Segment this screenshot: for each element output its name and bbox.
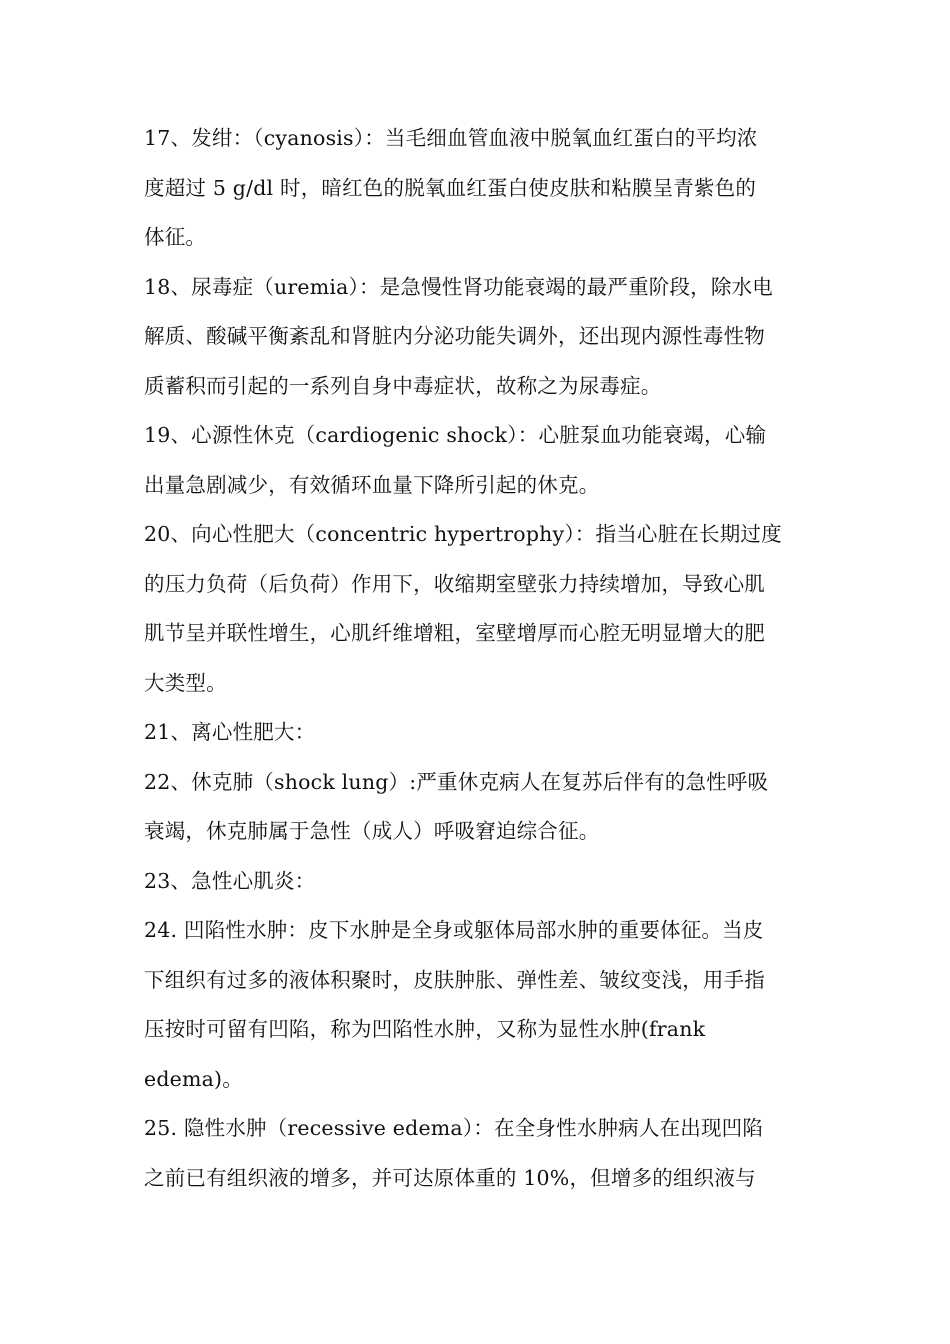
text-line: 21、离心性肥大： <box>144 720 316 744</box>
text-line: 23、急性心肌炎： <box>144 868 316 893</box>
text-line: 解质、酸碱平衡紊乱和肾脏内分泌功能失调外，还出现内源性毒性物 <box>144 324 765 348</box>
text-line: 的压力负荷（后负荷）作用下，收缩期室壁张力持续增加，导致心肌 <box>144 571 765 596</box>
text-line: 19、心源性休克（cardiogenic shock）：心脏泵血功能衰竭，心输 <box>144 423 767 447</box>
text-line: edema)。 <box>144 1066 243 1091</box>
text-line: 肌节呈并联性增生，心肌纤维增粗，室壁增厚而心腔无明显增大的肥 <box>144 621 765 645</box>
text-line: 之前已有组织液的增多，并可达原体重的 10%，但增多的组织液与 <box>144 1165 756 1190</box>
text-line: 17、发绀：（cyanosis）：当毛细血管血液中脱氧血红蛋白的平均浓 <box>144 126 758 150</box>
text-line: 度超过 5 g/dl 时，暗红色的脱氧血红蛋白使皮肤和粘膜呈青紫色的 <box>144 175 757 200</box>
text-line: 下组织有过多的液体积聚时，皮肤肿胀、弹性差、皱纹变浅，用手指 <box>144 967 765 992</box>
text-line: 质蓄积而引起的一系列自身中毒症状，故称之为尿毒症。 <box>144 373 662 398</box>
text-line: 18、尿毒症（uremia）：是急慢性肾功能衰竭的最严重阶段，除水电 <box>144 274 773 299</box>
text-line: 20、向心性肥大（concentric hypertrophy）：指当心脏在长期过度 <box>144 522 782 546</box>
text-line: 体征。 <box>144 225 207 249</box>
text-line: 衰竭，休克肺属于急性（成人）呼吸窘迫综合征。 <box>144 819 600 843</box>
document-body <box>144 114 814 1203</box>
text-line: 压按时可留有凹陷，称为凹陷性水肿，又称为显性水肿(frank <box>144 1017 706 1041</box>
text-line: 25. 隐性水肿（recessive edema）：在全身性水肿病人在出现凹陷 <box>144 1116 764 1140</box>
text-line: 22、休克肺（shock lung）:严重休克病人在复苏后伴有的急性呼吸 <box>144 769 769 794</box>
text-line: 出量急剧减少，有效循环血量下降所引起的休克。 <box>144 472 600 497</box>
text-line: 24. 凹陷性水肿：皮下水肿是全身或躯体局部水肿的重要体征。当皮 <box>144 918 764 942</box>
text-line: 大类型。 <box>144 670 227 695</box>
